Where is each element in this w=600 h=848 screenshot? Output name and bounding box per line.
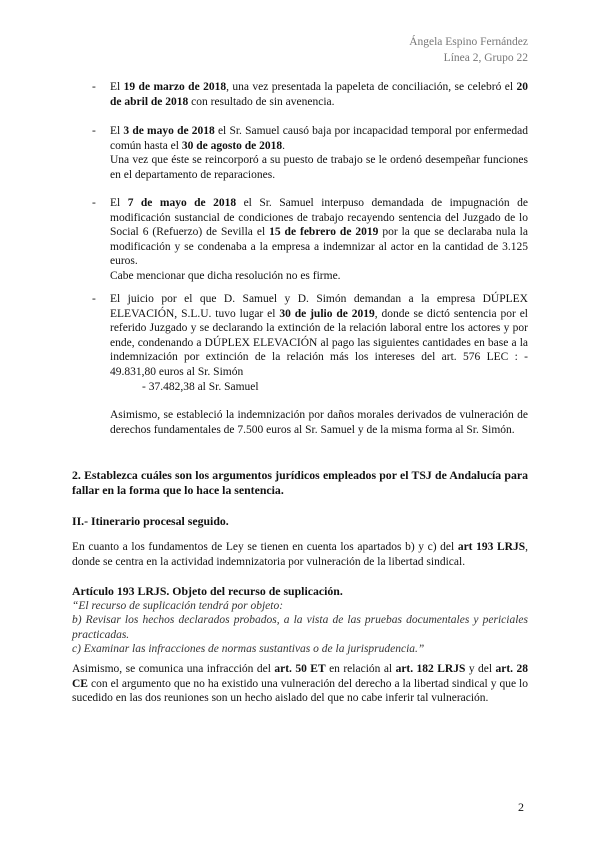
article-title: Artículo 193 LRJS. Objeto del recurso de suplicación. [72, 584, 343, 598]
bullet-item-3-paragraph-2: Cabe mencionar que dicha resolución no es firme. [110, 269, 341, 282]
bullet-dash: - [92, 81, 96, 93]
bullet-item-3: El 7 de mayo de 2018 el Sr. Samuel interpuso demandada de impugnación de modificación sustancial de condiciones de trabajo recayendo sentencia del Juzgado de lo Social 6 (Refuerzo) de Sevilla el 15 de febrero de 2019 por la que se declaraba nula la modificación y se condenaba a la empresa a indemnizar al actor en la cantidad de 3.125 euros. Cabe mencionar que dicha resolución no es firme. [110, 197, 528, 282]
bullet-item-4-amount-2: - 37.482,38 al Sr. Samuel [142, 380, 259, 393]
header-group: Línea 2, Grupo 22 [443, 52, 528, 64]
bullet-item-4-paragraph-2: Asimismo, se estableció la indemnización por daños morales derivados de vulneración de derechos fundamentales de 7.500 euros al Sr. Samuel y de la misma forma al Sr. Simón. [110, 409, 528, 436]
section-subheading: II.- Itinerario procesal seguido. [72, 514, 229, 528]
paragraph-fundamentos: En cuanto a los fundamentos de Ley se tienen en cuenta los apartados b) y c) del art 193 LRJS, donde se centra en la actividad indemnizatoria por vulneración de la libertad sindical. [72, 541, 528, 568]
quote-line-2: b) Revisar los hechos declarados probados, a la vista de las pruebas documentales y periciales practicadas. [72, 614, 528, 641]
page-number: 2 [518, 800, 524, 814]
bullet-item-4: El juicio por el que D. Samuel y D. Simón demandan a la empresa DÚPLEX ELEVACIÓN, S.L.U. tuvo lugar el 30 de julio de 2019, donde se dictó sentencia por el referido Juzgado y se declarando la extinción de la relación laboral entre los actores y por ende, condenando a DÚPLEX ELEVACIÓN al pago las siguientes cantidades en base a la indemnización por extinción de la relación más los intereses del art. 576 LEC : - 49.831,80 euros al Sr. Simón - 37.482,38 al Sr. Samuel Asimismo, se estableció la indemnización por daños morales derivados de vulneración de derechos fundamentales de 7.500 euros al Sr. Samuel y de la misma forma al Sr. Simón. [110, 293, 528, 436]
bullet-item-1: El 19 de marzo de 2018, una vez presentada la papeleta de conciliación, se celebró el 20 de abril de 2018 con resultado de sin avenencia. [110, 81, 528, 108]
bullet-dash: - [92, 125, 96, 137]
article-block [72, 584, 528, 657]
section-question: 2. Establezca cuáles son los argumentos jurídicos empleados por el TSJ de Andalucía para fallar en la forma que lo hace la sentencia. [72, 468, 528, 497]
paragraph-infraccion: Asimismo, se comunica una infracción del art. 50 ET en relación al art. 182 LRJS y del art. 28 CE con el argumento que no ha existido una vulneración del derecho a la libertad sindical y que lo sucedido en las dos reuniones son un hecho aislado del que no cabe inferir tal vulneración. [72, 663, 528, 705]
bullet-item-2: El 3 de mayo de 2018 el Sr. Samuel causó baja por incapacidad temporal por enfermedad común hasta el 30 de agosto de 2018. Una vez que éste se reincorporó a su puesto de trabajo se le ordenó desempeñar funciones en el departamento de reparaciones. [110, 125, 528, 181]
header-author: Ángela Espino Fernández [409, 36, 528, 48]
quote-line-3: c) Examinar las infracciones de normas sustantivas o de la jurisprudencia.” [72, 643, 425, 656]
quote-line-1: “El recurso de suplicación tendrá por objeto: [72, 599, 284, 612]
bullet-dash: - [92, 293, 96, 305]
bullet-dash: - [92, 197, 96, 209]
bullet-item-2-paragraph-2: Una vez que éste se reincorporó a su puesto de trabajo se le ordenó desempeñar funciones en el departamento de reparaciones. [110, 154, 528, 181]
